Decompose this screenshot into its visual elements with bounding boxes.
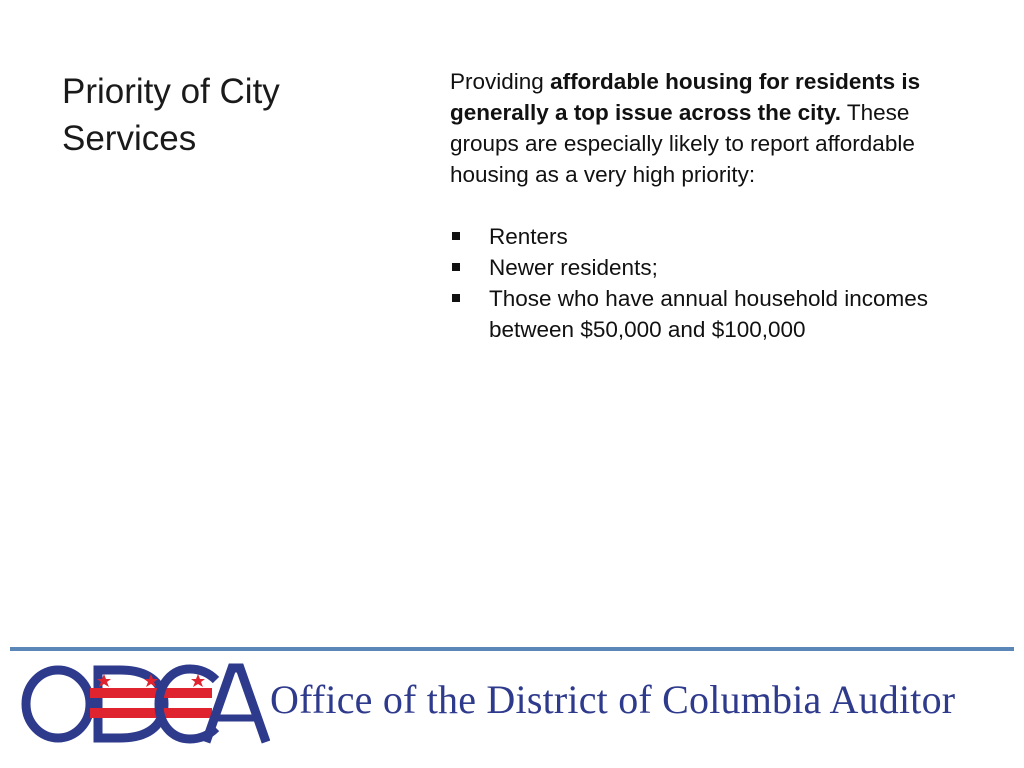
square-bullet-icon	[452, 263, 460, 271]
bullet-item	[450, 221, 980, 252]
slide-title: Priority of City Services	[62, 72, 280, 158]
square-bullet-icon	[452, 232, 460, 240]
footer-divider	[10, 647, 1014, 651]
square-bullet-icon	[452, 294, 460, 302]
odca-logo	[20, 660, 270, 746]
intro-lead: Providing	[450, 69, 551, 94]
bullet-item	[450, 252, 980, 283]
odca-logo-icon	[20, 660, 270, 746]
intro-paragraph	[450, 66, 980, 190]
intro-bold: affordable housing for residents is generally a top issue across the city.	[450, 69, 921, 125]
intro-rest: These groups are especially likely to report affordable housing as a very high priority:	[450, 100, 915, 187]
body-text	[450, 66, 980, 345]
bullet-list	[450, 221, 980, 345]
bullet-item	[450, 283, 980, 345]
bullet-text: Newer residents;	[489, 255, 658, 280]
bullet-text: Renters	[489, 224, 568, 249]
bullet-text: Those who have annual household incomes between $50,000 and $100,000	[489, 286, 929, 342]
organization-name: Office of the District of Columbia Auditor	[270, 677, 956, 722]
